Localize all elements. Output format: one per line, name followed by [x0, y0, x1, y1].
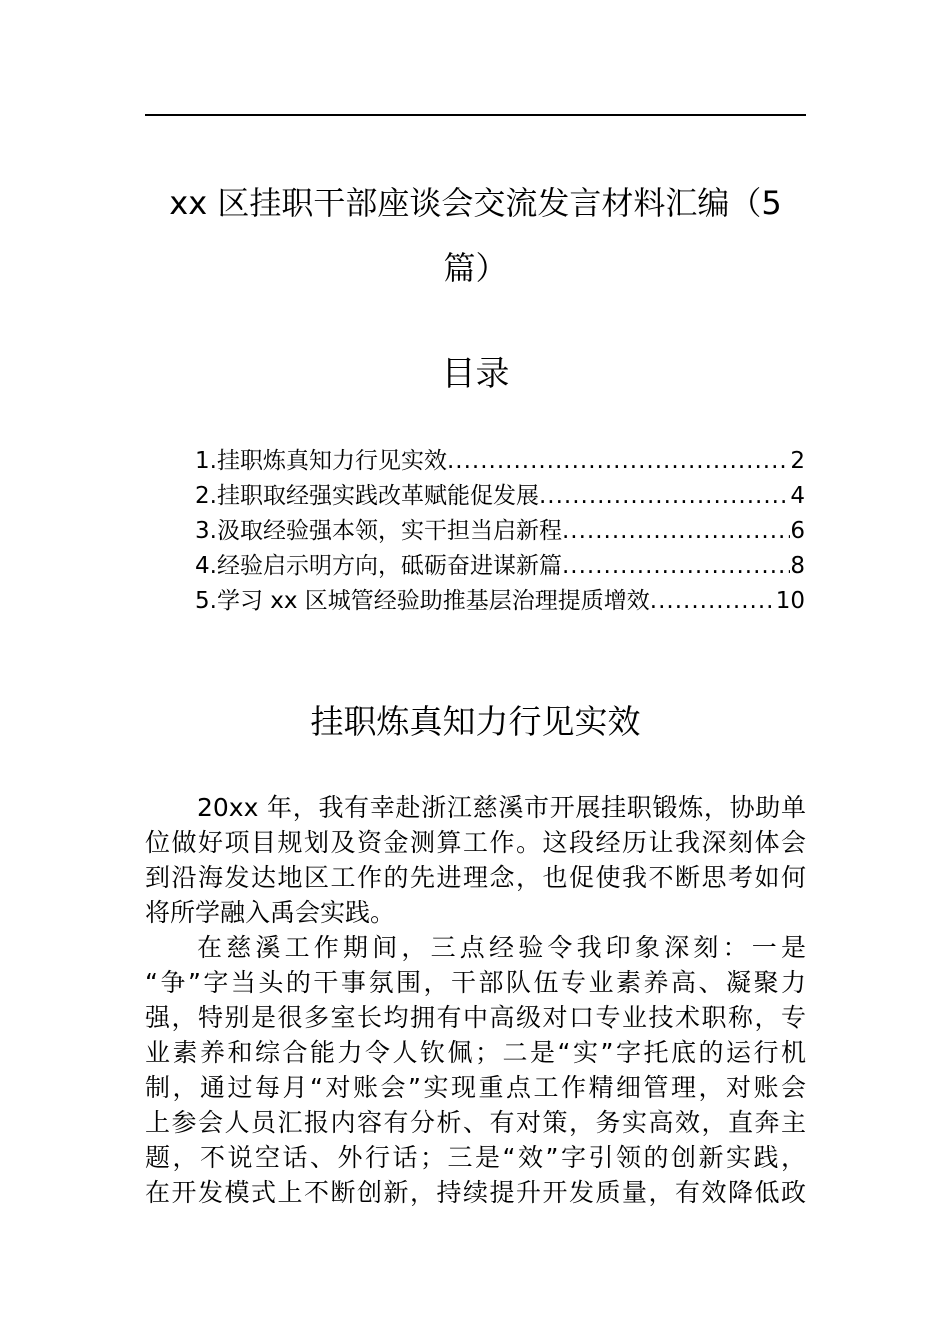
toc-page-number: 8 — [790, 553, 805, 579]
toc-leader — [650, 584, 776, 619]
body-text — [145, 790, 806, 1210]
paragraph-line: 上参会人员汇报内容有分析、有对策，务实高效，直奔主 — [145, 1108, 806, 1137]
toc-entry-label: 2.挂职取经强实践改革赋能促发展 — [195, 483, 539, 509]
toc-leader — [447, 444, 790, 479]
toc-entry-label: 3.汲取经验强本领，实干担当启新程 — [195, 518, 562, 544]
paragraph-line: 业素养和综合能力令人钦佩；二是“实”字托底的运行机 — [145, 1038, 806, 1067]
paragraph-line: 20xx 年，我有幸赴浙江慈溪市开展挂职锻炼，协助单 — [197, 793, 806, 822]
toc-page-number: 2 — [790, 448, 805, 474]
paragraph-line: 到沿海发达地区工作的先进理念，也促使我不断思考如何 — [145, 863, 806, 892]
toc-leader — [562, 514, 790, 549]
toc-leader — [562, 549, 790, 584]
table-of-contents — [195, 444, 805, 619]
paragraph-line: 在慈溪工作期间，三点经验令我印象深刻：一是 — [197, 933, 806, 962]
toc-entry-label: 5.学习 xx 区城管经验助推基层治理提质增效 — [195, 588, 650, 614]
document-title-line-2: 篇） — [443, 249, 508, 287]
toc-page-number: 6 — [790, 518, 805, 544]
paragraph-line: 题，不说空话、外行话；三是“效”字引领的创新实践， — [145, 1143, 806, 1172]
toc-entry[interactable] — [195, 479, 805, 514]
toc-entry[interactable] — [195, 584, 805, 619]
paragraph-line: 在开发模式上不断创新，持续提升开发质量，有效降低政 — [145, 1178, 806, 1207]
section-heading: 挂职炼真知力行见实效 — [310, 702, 641, 741]
paragraph-line: 将所学融入禹会实践。 — [145, 898, 396, 927]
toc-entry[interactable] — [195, 444, 805, 479]
paragraph-line: 强，特别是很多室长均拥有中高级对口专业技术职称，专 — [145, 1003, 806, 1032]
paragraph-line: 位做好项目规划及资金测算工作。这段经历让我深刻体会 — [145, 828, 806, 857]
paragraph-line: “争”字当头的干事氛围，干部队伍专业素养高、凝聚力 — [145, 968, 806, 997]
toc-entry[interactable] — [195, 549, 805, 584]
toc-leader — [539, 479, 790, 514]
toc-heading: 目录 — [441, 354, 510, 394]
toc-entry-label: 1.挂职炼真知力行见实效 — [195, 448, 447, 474]
paragraph-line: 制，通过每月“对账会”实现重点工作精细管理，对账会 — [145, 1073, 806, 1102]
toc-entry-label: 4.经验启示明方向，砥砺奋进谋新篇 — [195, 553, 562, 579]
toc-entry[interactable] — [195, 514, 805, 549]
header-rule — [145, 114, 806, 116]
toc-page-number: 10 — [775, 588, 805, 614]
toc-page-number: 4 — [790, 483, 805, 509]
document-title-line-1: xx 区挂职干部座谈会交流发言材料汇编（5 — [169, 184, 782, 222]
